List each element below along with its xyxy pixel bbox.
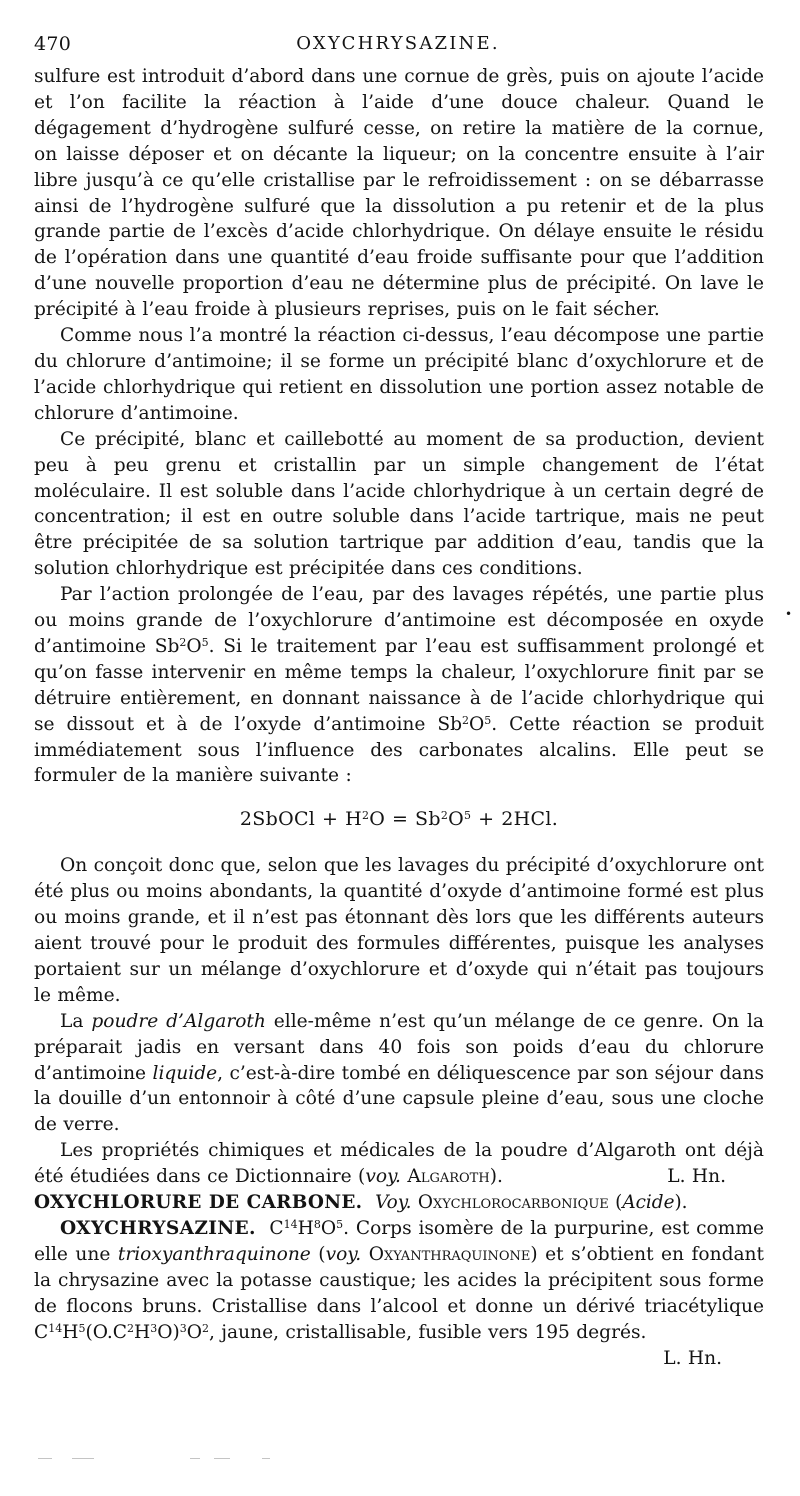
p4-sup-3: 2 [461,713,469,727]
deriv-c: H [134,1321,151,1343]
scan-artifact-line [38,1458,52,1459]
entry1-crossref-acide: Acide [622,1192,675,1214]
p6-italic-algaroth: poudre d’Algaroth [91,1010,266,1032]
p6-italic-liquide: liquide [152,1062,218,1084]
p4-sup-1: 2 [179,635,187,649]
p4-text-c: . Si le traitement par l’eau est suffisamment prolongé et qu’on fasse intervenir en même temps la chaleur, l’oxychlorure finit par se détruire entièrement, en donnant naissance à de l’acide chlorhydrique qui se dissout et à de l’oxyde d’antimoine Sb [34,635,764,735]
deriv-sup-1: 14 [48,1321,63,1335]
eq-sup-1: 2 [361,809,370,823]
entry2-italic-trioxy: trioxyanthraquinone [117,1243,311,1265]
scan-artifact-line [262,1458,270,1459]
deriv-sup-4: 3 [150,1321,158,1335]
page-header [34,33,762,59]
formula-b: H [297,1217,314,1239]
deriv-sup-5: 3 [179,1321,187,1335]
entry-heading-oxychlorure: OXYCHLORURE DE CARBONE. [34,1192,363,1214]
formula-sup-3: 5 [336,1217,344,1231]
p7-text-a: Les propriétés chimiques et médicales de la poudre d’Algaroth ont déjà été étudiées dans ce Dictionnaire ( [34,1140,764,1188]
deriv-e: O [186,1321,202,1343]
p4-text-b: O [186,635,202,657]
formula-d: . [343,1217,350,1239]
p6-text-a: La [60,1010,92,1032]
eq-sup-2: 2 [440,809,449,823]
scan-artifact-line [190,1458,200,1459]
deriv-b: (O.C [85,1321,127,1343]
eq-part-b: O = Sb [369,808,441,831]
eq-sup-3: 5 [464,809,472,823]
paragraph-6 [34,1009,764,1139]
page-body [34,64,764,1371]
entry-oxychrysazine [34,1216,765,1369]
page-number: 470 [34,33,72,55]
p6-text-b: elle-même n’est qu’un mélange de ce genre. On la préparait jadis en versant dans 40 fois son poids d’eau du chlorure d’antimoine [34,1010,765,1084]
paragraph-4 [34,582,764,789]
deriv-sup-3: 2 [127,1321,134,1335]
scan-artifact-line [72,1458,94,1459]
formula-c: O [320,1217,337,1239]
entry1-crossref: Oxychlorocarbonique [417,1192,609,1214]
entry2-italic-voy: voy. [325,1243,362,1265]
deriv-a: H [62,1321,79,1343]
entry2-text-2: ( [310,1243,326,1265]
p4-sup-2: 5 [201,635,209,649]
formula-a: C [269,1217,284,1239]
author-signature-2: L. Hn. [663,1347,722,1369]
paragraph-3: Ce précipité, blanc et caillebotté au moment de sa production, devient peu à peu grenu et cristallin par un simple changement de l’état moléculaire. Il est soluble dans l’acide chlorhydrique à un certain degré de concentration; il est en outre soluble dans l’acide tartrique, mais ne peut être précipitée de sa solution tartrique par addition d’eau, tandis que la solution chlorhydrique est précipitée dans ces conditions. [34,428,764,580]
entry2-text-1: Corps isomère de la purpurine, est comme elle une [34,1217,764,1265]
p7-italic-voy: voy. [365,1166,401,1188]
deriv-sup-2: 5 [78,1321,86,1335]
paragraph-5: On conçoit donc que, selon que les lavages du précipité d’oxychlorure ont été plus ou moins abondants, la quantité d’oxyde d’antimoine formé est plus ou moins grande, et il n’est pas étonnant dès lors que les différents auteurs aient trouvé pour le produit des formules différentes, puisque les analyses portaient sur un mélange d’oxychlorure et d’oxyde qui n’était pas toujours le même. [34,855,765,1006]
author-signature: L. Hn. [667,1166,726,1188]
p4-sup-4: 5 [484,713,492,727]
entry-oxychlorure-de-carbone [34,1190,764,1216]
p6-text-c: , c’est-à-dire tombé en déliquescence par son séjour dans la douille d’un entonnoir à côté d’une capsule pleine d’eau, sous une cloche de verre. [34,1062,764,1136]
paragraph-7 [34,1138,764,1190]
entry2-text-4: , jaune, cristallisable, fusible vers 195 degrés. [208,1321,647,1343]
scan-artifact-line [214,1458,230,1459]
deriv-d: O) [157,1321,180,1343]
entry2-crossref-oxyanthraquinone: Oxyanthraquinone [361,1243,531,1265]
p7-text-b: ). [489,1166,503,1188]
eq-part-c: O [448,808,465,831]
eq-part-a: 2SbOCl + H [239,808,362,831]
p4-text-a: Par l’action prolongée de l’eau, par des lavages répétés, une partie plus ou moins grande de l’oxychlorure d’antimoine est décomposée en oxyde d’antimoine Sb [34,584,764,657]
entry2-text-3: ) et s’obtient en fondant la chrysazine avec la potasse caustique; les acides la précipitent sous forme de flocons bruns. Cristallise dans l’alcool et donne un dérivé triacétylique C [34,1243,765,1343]
entry-heading-oxychrysazine: OXYCHRYSAZINE. [60,1217,256,1239]
entry1-voy: Voy. [375,1192,412,1214]
formula-sup-2: 8 [313,1217,321,1231]
entry1-paren-close: ). [674,1192,688,1214]
p4-text-e: . Cette réaction se produit immédiatement sous l’influence des carbonates alcalins. Elle peut se formuler de la manière suivante : [34,713,764,787]
deriv-sup-6: 2 [201,1321,209,1335]
paragraph-2: Comme nous l’a montré la réaction ci-dessus, l’eau décompose une partie du chlorure d’antimoine; il se forme un précipité blanc d’oxychlorure et de l’acide chlorhydrique qui retient en dissolution une portion assez notable de chlorure d’antimoine. [34,325,764,424]
p4-text-d: O [468,713,485,735]
formula-sup-1: 14 [283,1217,298,1231]
margin-mark: • [785,607,793,621]
paragraph-1: sulfure est introduit d’abord dans une cornue de grès, puis on ajoute l’acide et l’on facilite la réaction à l’aide d’une douce chaleur. Quand le dégagement d’hydrogène sulfuré cesse, on retire la matière de la cornue, on laisse déposer et on décante la liqueur; on la concentre ensuite à l’air libre jusqu’à ce qu’elle cristallise par le refroidissement : on se débarrasse ainsi de l’hydrogène sulfuré que la dissolution a pu retenir et de la plus grande partie de l’excès d’acide chlorhydrique. On délaye ensuite le résidu de l’opération dans une quantité d’eau froide suffisante pour que l’addition d’une nouvelle proportion d’eau ne détermine plus de précipité. On lave le précipité à l’eau froide à plusieurs reprises, puis on le fait sécher. [34,66,764,321]
entry1-paren-open: ( [615,1192,623,1214]
chemical-equation [34,807,764,833]
running-title: OXYCHRYSAZINE. [296,33,500,54]
eq-part-d: + 2HCl. [471,808,559,831]
p7-crossref-algaroth: Algaroth [400,1166,490,1188]
